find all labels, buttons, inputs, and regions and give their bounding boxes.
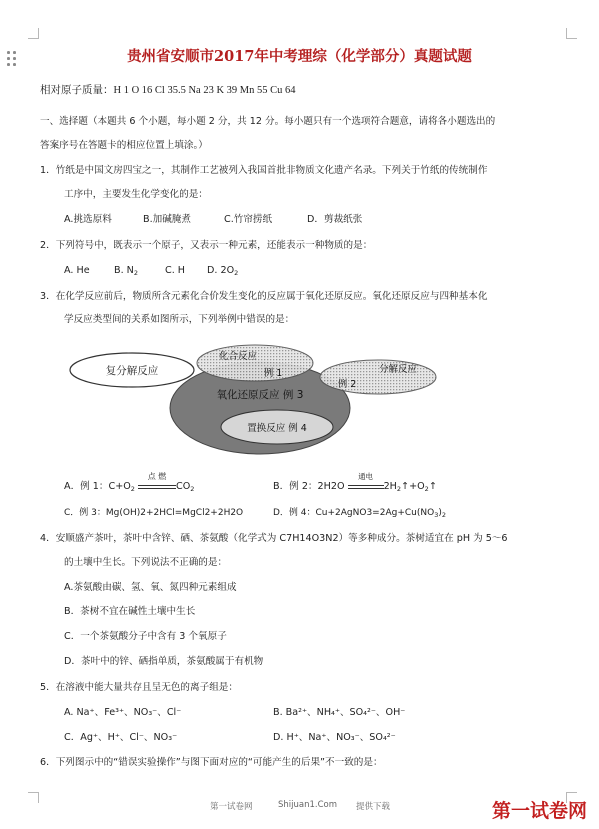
example2-label: 例 2: [337, 379, 357, 390]
page-corner-mark-top-left: [28, 28, 39, 39]
q4-option-d: D．茶叶中的锌、硒指单质，茶氨酸属于有机物: [64, 656, 264, 667]
redox-label: 氧化还原反应 例 3: [216, 389, 304, 401]
page-corner-mark-bottom-left: [28, 792, 39, 803]
q1-option-a: A.挑选原料: [64, 214, 112, 225]
section1-instruction-line2: 答案序号在答题卡的相应位置上填涂。）: [40, 140, 208, 151]
example1-label: 例 1: [263, 368, 283, 379]
footer-site-url[interactable]: Shijuan1.Com: [278, 800, 338, 810]
condition-electrolysis-label: 通电: [358, 472, 374, 481]
q3-stem-line1: 3．在化学反应前后，物质所含元素化合价发生变化的反应属于氧化还原反应。氧化还原反应与四种基本化: [40, 291, 488, 302]
q1-stem-line2: 工序中，主要发生化学变化的是：: [64, 189, 208, 200]
q2-option-c: C. H: [165, 265, 186, 276]
reaction-type-venn-diagram: [60, 335, 540, 460]
q4-option-a: A.茶氨酸由碳、氢、氧、氮四种元素组成: [64, 582, 237, 593]
q1-option-b: B.加碱腌煮: [143, 214, 192, 225]
q3-option-a: A．例 1：$C+O_2$ 点 燃 $CO_2$: [64, 472, 195, 493]
q4-stem-line1: 4．安顺盛产茶叶，茶叶中含锌、硒、茶氨酸（化学式为 C7H14O3N2）等多种成分。茶树适宜在 pH 为 5～6: [40, 533, 508, 544]
page-title: 贵州省安顺市2017年中考理综（化学部分）真题试题: [127, 48, 472, 65]
q2-option-b: B. $N_2$: [114, 265, 138, 277]
q5-option-d: D. H⁺、Na⁺、NO₃⁻、SO₄²⁻: [273, 732, 396, 743]
decomposition-label: 分解反应: [378, 364, 418, 375]
q1-stem-line1: 1．竹纸是中国文房四宝之一，其制作工艺被列入我国首批非物质文化遗产名录。下列关于竹纸的传统制作: [40, 165, 488, 176]
q2-option-a: A. He: [64, 265, 90, 276]
q1-option-c: C.竹帘捞纸: [224, 214, 273, 225]
q3-stem-line2: 学反应类型间的关系如图所示，下列举例中错误的是：: [64, 314, 295, 325]
decomposition-double-label: 复分解反应: [105, 365, 159, 377]
q4-option-c: C．一个茶氨酸分子中含有 3 个氧原子: [64, 631, 227, 642]
q1-option-d: D．剪裁纸张: [307, 214, 363, 225]
q3-option-d: D．例 4：$Cu+2AgNO3=2Ag+Cu(NO_3)_2$: [273, 508, 446, 519]
combination-label: 化合反应: [218, 351, 258, 362]
q5-stem: 5．在溶液中能大量共存且呈无色的离子组是：: [40, 682, 238, 693]
watermark-logo-text: 第一试卷网: [491, 800, 587, 822]
q2-option-d: D. $2O_2$: [207, 265, 239, 277]
q3-option-c: C．例 3：Mg(OH)2+2HCl=MgCl2+2H2O: [64, 508, 244, 518]
q6-stem: 6．下列图示中的“错误实验操作”与图下面对应的“可能产生的后果”不一致的是：: [40, 757, 383, 768]
displacement-label: 置换反应 例 4: [247, 423, 307, 434]
q4-option-b: B．茶树不宜在碱性土壤中生长: [64, 606, 196, 617]
footer-site-name: 第一试卷网: [210, 802, 253, 812]
q2-stem: 2．下列符号中，既表示一个原子，又表示一种元素，还能表示一种物质的是：: [40, 240, 373, 251]
q5-option-c: C．Ag⁺、H⁺、Cl⁻、NO₃⁻: [64, 732, 178, 743]
q5-option-a: A. Na⁺、Fe³⁺、NO₃⁻、Cl⁻: [64, 707, 182, 718]
condition-ignite-label: 点 燃: [147, 472, 167, 481]
q4-stem-line2: 的土壤中生长。下列说法不正确的是：: [64, 557, 228, 568]
q5-option-b: B. Ba²⁺、NH₄⁺、SO₄²⁻、OH⁻: [273, 707, 406, 718]
section1-instruction-line1: 一、选择题（本题共 6 个小题，每小题 2 分，共 12 分。每小题只有一个选项符合题意，请将各小题选出的: [40, 116, 496, 127]
atomic-mass-line: 相对原子质量：H 1 O 16 Cl 35.5 Na 23 K 39 Mn 55 Cu 64: [40, 85, 296, 96]
q3-option-b: B．例 2：2H2O 通电 $2H_2↑+O_2↑$: [273, 472, 437, 493]
footer-download-text: 提供下载: [356, 802, 391, 812]
page-corner-mark-top-right: [566, 28, 577, 39]
